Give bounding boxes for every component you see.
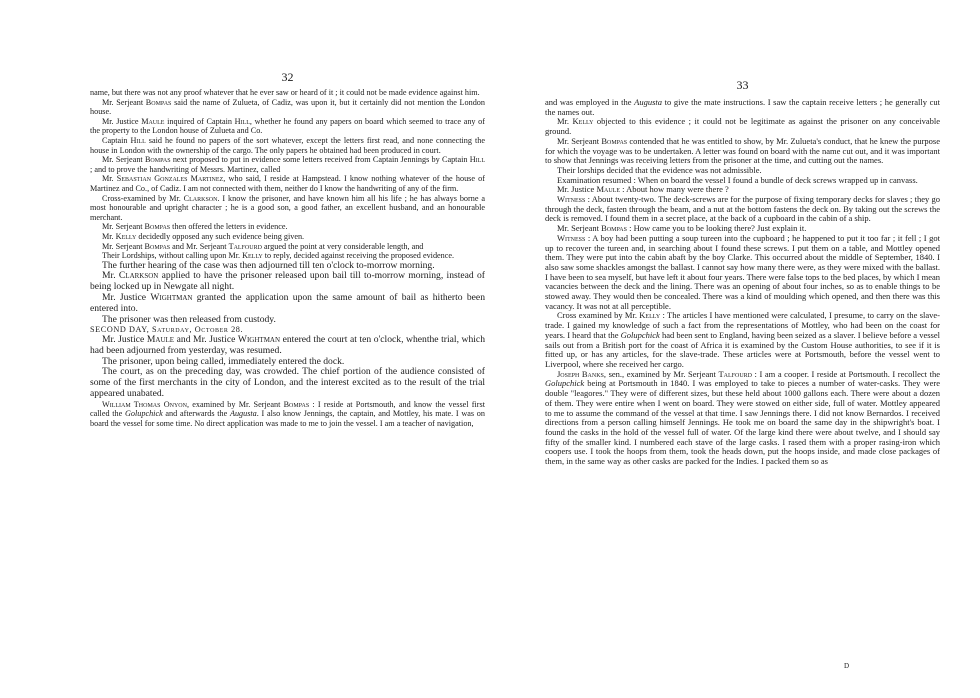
paragraph: William Thomas Onyon, examined by Mr. Serjeant Bompas : I reside at Portsmouth, and know the vessel first called the Golupchick and afterwards the Augusta. I also know Jennings, the captain, and Mottley, his mate. I was on board the vessel for some time. No direct application was made to me to join the vessel. I am a teacher of navigation, xyxy=(90,399,485,429)
page-number-left: 32 xyxy=(281,70,294,84)
paragraph: Mr. Sebastian Gonzales Martinez, who said, I reside at Hampstead. I know nothing whatever of the house of Martinez and Co., of Cadiz. I am not connected with them, neither do I know the handwriting of any of the firm. xyxy=(90,174,485,193)
paragraph: Cross-examined by Mr. Clarkson. I know the prisoner, and have known him all his life ; he has always borne a most honourable and upright character ; he is a good son, a good father, an excellent husband, and an honourable merchant. xyxy=(90,193,485,222)
paragraph: Mr. Serjeant Bompas and Mr. Serjeant Talfourd argued the point at very considerable length, and xyxy=(102,241,424,251)
paragraph: Their Lordships, without calling upon Mr. Kelly to reply, decided against receiving the proposed evidence. xyxy=(102,251,455,261)
paragraph: Mr. Kelly objected to this evidence ; it could not be legitimate as against the prisoner on any conceivable ground. xyxy=(545,116,941,137)
paragraph: Mr. Clarkson applied to have the prisoner released upon bail till to-morrow morning, instead of being locked up in Newgate all night. xyxy=(90,270,485,293)
paragraph: Examination resumed : When on board the vessel I found a bundle of deck screws wrapped up in canvass. xyxy=(557,174,918,185)
paragraph: Mr. Serjeant Bompas contended that he was entitled to show, by Mr. Zulueta's conduct, that he knew the purpose for which the voyage was to be undertaken. A letter was found on board with the name cut out, and it was important to show that Jennings was receiving letters from the prisoner at the time, and cutting out the names. xyxy=(545,135,940,166)
page-number-right: 33 xyxy=(736,78,749,92)
paragraph: and was employed in the Augusta to give the mate instructions. I saw the captain receive letters ; he generally cut the names out. xyxy=(545,97,940,117)
paragraph: Mr. Kelly decidedly opposed any such evidence being given. xyxy=(102,231,305,241)
paragraph: name, but there was not any proof whatever that he ever saw or heard of it ; it could not be made evidence against him. xyxy=(90,88,480,97)
paragraph: The further hearing of the case was then adjourned till ten o'clock to-morrow morning. xyxy=(102,259,435,271)
paragraph: The court, as on the preceding day, was crowded. The chief portion of the audience consisted of some of the first merchants in the city of London, and the interest excited as to the result of the trial appeared unabated. xyxy=(90,366,485,400)
paragraph: Mr. Justice Maule and Mr. Justice Wightman entered the court at ten o'clock, whenthe trial, which had been adjourned from yesterday, was resumed. xyxy=(90,334,485,356)
paragraph: The prisoner was then released from custody. xyxy=(102,313,276,325)
paragraph: Mr. Justice Maule : About how many were there ? xyxy=(557,184,729,195)
signature-mark: D xyxy=(844,662,850,670)
paragraph: Witness : About twenty-two. The deck-screws are for the purpose of fixing temporary decks for slaves ; they go through the deck, fasten through the beam, and a nut at the bottom fastens the deck on. By taking out the screws the deck is removed. I found them in a secret place, at the back of a cupboard in the cabin of a ship. xyxy=(545,194,940,224)
paragraph: Their lorships decided that the evidence was not admissible. xyxy=(557,164,762,175)
paragraph: Mr. Serjeant Bompas : How came you to be looking there? Just explain it. xyxy=(557,223,807,234)
paragraph: Mr. Serjeant Bompas said the name of Zulueta, of Cadiz, was upon it, but it certainly did not mention the London house. xyxy=(90,97,485,117)
paragraph: Mr. Justice Maule inquired of Captain Hill, whether he found any papers on board which seemed to trace any of the property to the London house of Zulueta and Co. xyxy=(90,116,485,136)
paragraph: Mr. Serjeant Bompas then offered the letters in evidence. xyxy=(102,222,288,232)
paragraph: The prisoner, upon being called, immediately entered the dock. xyxy=(102,355,345,367)
paragraph: Cross examined by Mr. Kelly : The articles I have mentioned were calculated, I presume, to carry on the slave-trade. I gained my knowledge of such a fact from the representations of Mottley, who had been on the coast for years. I heard that the Golupchick had been sent to England, having been seized as a slaver. I believe before a vessel sails out from a British port for the coast of Africa it is examined by the Custom House authorities, to see if it is fitted up, or has any articles, for the slave-trade. These articles were at Portsmouth, before the vessel went to Liverpool, where she received her cargo. xyxy=(545,310,940,369)
paragraph: Joseph Banks, sen., examined by Mr. Serjeant Talfourd : I am a cooper. I reside at Portsmouth. I recollect the Golupchick being at Portsmouth in 1840. I was employed to take to pieces a number of water-casks. They were double "leagores." They were of different sizes, but these held about 1000 gallons each. There were about a dozen of them. They were entire when I went on board. They were stowed on either side, full of water. Mottley appeared to me to assume the command of the vessel at that time. I saw Jennings there. I did not know Bernardos. I received directions from a person calling himself Jennings. He took me on board the same day in the shipwright's boat. I found the casks in the hold of the vessel full of water. Of the large kind there were about twelve, and I should say fifty of the smaller kind. I numbered each stave of the large casks. I rased them with a proper rasing-iron which coopers use. I took the hoops from them, took the heads down, put the hoops inside, and made close packages of them, in the same way as other casks are packed for the Indies. I packed them so as xyxy=(545,368,940,467)
paragraph: Witness : A boy had been putting a soup tureen into the cupboard ; he happened to put it too far ; it fell ; I got up to recover the tureen and, in searching about I found these screws. I put them on a table, and Mottley opened them. They were put into the cabin abaft by the boy Clarke. This occurred about the middle of September, 1840. I also saw some shackles amongst the ballast. I cannot say how many there were, as they were mixed with the ballast. I have been to sea myself, but have left it about four years. There were false tops to the bed places, by which I mean vacancies between the deck and the lining. There was an opening of about four inches, so as to enable things to be stowed away. They would then be concealed. There was a kind of moulding which opened, and then there was this vacancy. It was not at all perceptible. xyxy=(545,232,940,311)
section-heading: SECOND DAY, Saturday, October 28. xyxy=(90,325,244,335)
paragraph: Mr. Justice Wightman granted the application upon the same amount of bail as hitherto been entered into. xyxy=(90,292,485,314)
paragraph: Captain Hill said he found no papers of the sort whatever, except the letters first read, and none connecting the house in London with the ownership of the cargo. The only papers he obtained had been produced in court. xyxy=(90,135,485,155)
right-page xyxy=(545,0,940,467)
paragraph: Mr. Serjeant Bompas next proposed to put in evidence some letters received from Captain Jennings by Captain Hill ; and to prove the handwriting of Messrs. Martinez, called xyxy=(90,155,485,174)
left-page xyxy=(90,0,485,429)
